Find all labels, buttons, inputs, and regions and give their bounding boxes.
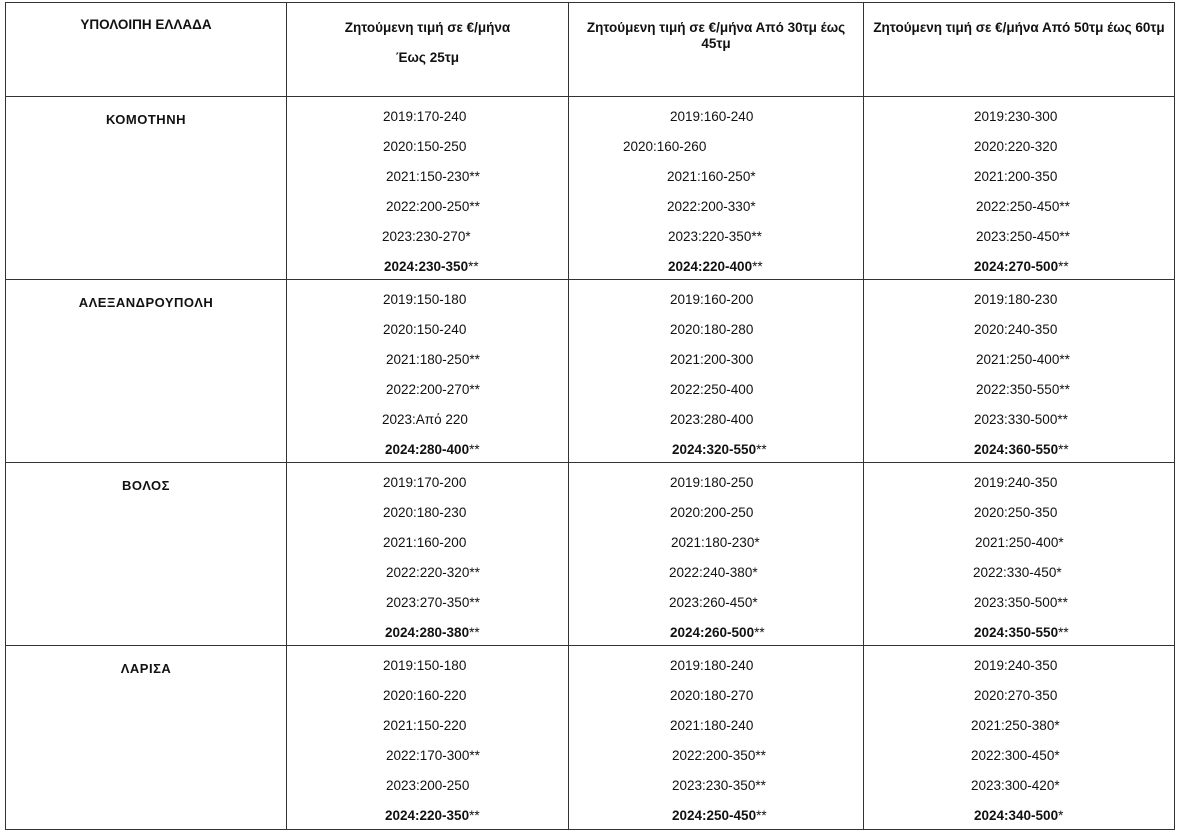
price-range: 2020:180-280	[670, 322, 754, 337]
price-range: 2023:Από 220	[382, 412, 468, 427]
price-entry	[670, 382, 753, 397]
price-entry	[670, 109, 753, 124]
city-cell	[6, 646, 287, 830]
price-entry	[385, 625, 480, 640]
price-cell-col3	[864, 646, 1175, 830]
price-range: 2022:250-450	[976, 199, 1060, 214]
price-entry	[974, 658, 1057, 673]
price-entry	[670, 658, 753, 673]
price-cell-col2	[569, 463, 864, 646]
price-entry	[971, 778, 1060, 793]
price-entry	[974, 109, 1057, 124]
price-range: 2020:240-350	[974, 322, 1058, 337]
price-range: 2022:240-380	[669, 565, 753, 580]
price-range: 2021:200-300	[670, 352, 754, 367]
price-range: 2023:300-420	[971, 778, 1055, 793]
price-entry	[383, 322, 466, 337]
footnote-mark: *	[1058, 808, 1064, 823]
table-row	[6, 97, 1175, 280]
city-name: ΛΑΡΙΣΑ	[120, 661, 172, 676]
price-entry	[623, 139, 706, 154]
city-name: ΚΟΜΟΤΗΝΗ	[106, 112, 186, 127]
price-entry	[672, 442, 767, 457]
price-range: 2019:170-200	[383, 475, 467, 490]
price-entry	[386, 352, 480, 367]
price-range: 2023:260-450	[669, 595, 753, 610]
price-cell-col1	[287, 280, 569, 463]
price-range: 2024:350-550	[974, 625, 1059, 640]
price-entry	[384, 259, 479, 274]
price-range: 2020:160-260	[623, 139, 707, 154]
price-cell-col1	[287, 646, 569, 830]
footnote-mark: *	[754, 535, 760, 550]
price-range: 2021:160-200	[383, 535, 467, 550]
footnote-mark: **	[469, 808, 480, 823]
price-range: 2023:230-350	[672, 778, 756, 793]
price-cell-col1	[287, 463, 569, 646]
price-range: 2024:280-400	[385, 442, 470, 457]
price-entry	[670, 412, 753, 427]
footnote-mark: **	[1058, 259, 1069, 274]
price-entry	[670, 292, 753, 307]
price-entry	[670, 322, 753, 337]
price-range: 2019:230-300	[974, 109, 1058, 124]
price-range: 2024:280-380	[385, 625, 470, 640]
price-range: 2019:160-200	[670, 292, 754, 307]
price-entry	[976, 229, 1070, 244]
footnote-mark: *	[1054, 748, 1060, 763]
price-range: 2024:320-550	[672, 442, 757, 457]
price-entry	[976, 382, 1070, 397]
price-range: 2019:240-350	[974, 658, 1058, 673]
city-cell	[6, 463, 287, 646]
price-entry	[974, 625, 1069, 640]
price-entry	[974, 505, 1057, 520]
price-entry	[672, 778, 766, 793]
price-range: 2020:250-350	[974, 505, 1058, 520]
price-range: 2021:250-400	[976, 352, 1060, 367]
price-entry	[383, 139, 466, 154]
col1-heading-line1: Ζητούμενη τιμή σε €/μήνα	[344, 20, 511, 35]
footnote-mark: **	[469, 748, 480, 763]
footnote-mark: **	[756, 442, 767, 457]
price-range: 2022:350-550	[976, 382, 1060, 397]
footnote-mark: **	[754, 625, 765, 640]
price-range: 2019:150-180	[383, 292, 467, 307]
price-range: 2024:220-400	[668, 259, 753, 274]
footnote-mark: **	[755, 778, 766, 793]
price-range: 2020:270-350	[974, 688, 1058, 703]
price-entry	[670, 475, 753, 490]
footnote-mark: **	[469, 169, 480, 184]
price-entry	[974, 595, 1068, 610]
footnote-mark: *	[752, 595, 758, 610]
city-name: ΑΛΕΞΑΝΔΡΟΥΠΟΛΗ	[78, 295, 214, 310]
footnote-mark: *	[1054, 718, 1060, 733]
price-range: 2021:180-240	[670, 718, 754, 733]
footnote-mark: **	[755, 748, 766, 763]
price-range: 2019:150-180	[383, 658, 467, 673]
price-entry	[670, 688, 753, 703]
price-range: 2021:150-220	[383, 718, 467, 733]
price-cell-col3	[864, 97, 1175, 280]
price-range: 2020:150-240	[383, 322, 467, 337]
price-range: 2021:160-250	[667, 169, 751, 184]
price-range: 2020:200-250	[670, 505, 754, 520]
price-range: 2023:280-400	[670, 412, 754, 427]
footnote-mark: **	[469, 565, 480, 580]
price-entry	[385, 442, 480, 457]
price-cell-col2	[569, 97, 864, 280]
price-entry	[976, 352, 1070, 367]
footnote-mark: *	[1058, 535, 1064, 550]
price-range: 2022:200-330	[667, 199, 751, 214]
city-name: ΒΟΛΟΣ	[122, 478, 170, 493]
price-entry	[974, 169, 1057, 184]
price-entry	[974, 322, 1057, 337]
price-cell-col1	[287, 97, 569, 280]
footnote-mark: *	[750, 199, 756, 214]
price-entry	[971, 748, 1060, 763]
price-range: 2024:260-500	[670, 625, 755, 640]
price-entry	[974, 475, 1057, 490]
footnote-mark: **	[468, 259, 479, 274]
price-range: 2020:180-230	[383, 505, 467, 520]
footnote-mark: **	[469, 595, 480, 610]
rent-price-table	[5, 2, 1175, 830]
price-range: 2020:160-220	[383, 688, 467, 703]
city-cell	[6, 280, 287, 463]
price-entry	[974, 412, 1068, 427]
price-entry	[973, 565, 1062, 580]
footnote-mark: **	[1059, 382, 1070, 397]
price-entry	[383, 718, 466, 733]
price-range: 2020:220-320	[974, 139, 1058, 154]
price-range: 2022:200-270	[386, 382, 470, 397]
price-range: 2024:360-550	[974, 442, 1059, 457]
price-cell-col2	[569, 280, 864, 463]
price-entry	[386, 199, 480, 214]
price-entry	[386, 595, 480, 610]
price-entry	[383, 658, 466, 673]
footnote-mark: **	[469, 199, 480, 214]
col2-heading: Ζητούμενη τιμή σε €/μήνα Από 30τμ έως 45τμ	[586, 20, 846, 51]
price-entry	[668, 259, 763, 274]
header-col-30-45	[569, 3, 864, 97]
price-range: 2024:270-500	[974, 259, 1059, 274]
price-entry	[383, 475, 466, 490]
price-entry	[974, 259, 1069, 274]
price-entry	[668, 229, 762, 244]
footnote-mark: **	[1059, 229, 1070, 244]
price-range: 2023:270-350	[386, 595, 470, 610]
price-entry	[670, 352, 753, 367]
header-col-50-60	[864, 3, 1175, 97]
footnote-mark: **	[1059, 352, 1070, 367]
price-range: 2021:150-230	[386, 169, 470, 184]
price-entry	[974, 808, 1063, 823]
price-range: 2019:180-230	[974, 292, 1058, 307]
price-entry	[974, 292, 1057, 307]
price-entry	[670, 625, 765, 640]
price-range: 2022:250-400	[670, 382, 754, 397]
footnote-mark: **	[751, 229, 762, 244]
price-entry	[382, 412, 468, 427]
table-header-row	[6, 3, 1175, 97]
footnote-mark: **	[756, 808, 767, 823]
header-region	[6, 3, 287, 97]
price-entry	[672, 748, 766, 763]
price-range: 2021:180-230	[671, 535, 755, 550]
price-range: 2021:250-380	[971, 718, 1055, 733]
price-entry	[386, 748, 480, 763]
price-entry	[976, 199, 1070, 214]
price-entry	[386, 778, 469, 793]
price-entry	[383, 292, 466, 307]
price-entry	[974, 139, 1057, 154]
price-range: 2023:350-500	[974, 595, 1058, 610]
footnote-mark: **	[469, 382, 480, 397]
col1-heading-line2: Έως 25τμ	[396, 50, 459, 65]
price-range: 2024:340-500	[974, 808, 1059, 823]
footnote-mark: **	[469, 352, 480, 367]
footnote-mark: *	[465, 229, 471, 244]
price-entry	[974, 442, 1069, 457]
price-range: 2022:220-320	[386, 565, 470, 580]
price-range: 2024:250-450	[672, 808, 757, 823]
price-range: 2022:200-350	[672, 748, 756, 763]
price-entry	[383, 109, 466, 124]
price-entry	[975, 535, 1064, 550]
price-range: 2021:180-250	[386, 352, 470, 367]
price-range: 2019:160-240	[670, 109, 754, 124]
price-range: 2020:150-250	[383, 139, 467, 154]
price-entry	[382, 229, 471, 244]
price-entry	[974, 688, 1057, 703]
price-entry	[669, 565, 758, 580]
region-heading: ΥΠΟΛΟΙΠΗ ΕΛΛΑΔΑ	[80, 17, 212, 32]
price-entry	[670, 718, 753, 733]
footnote-mark: *	[1054, 778, 1060, 793]
footnote-mark: *	[750, 169, 756, 184]
footnote-mark: **	[1057, 412, 1068, 427]
price-range: 2024:220-350	[385, 808, 470, 823]
price-range: 2022:330-450	[973, 565, 1057, 580]
price-entry	[971, 718, 1060, 733]
price-range: 2021:250-400	[975, 535, 1059, 550]
price-range: 2023:200-250	[386, 778, 470, 793]
price-entry	[383, 688, 466, 703]
price-entry	[667, 169, 756, 184]
price-range: 2022:170-300	[386, 748, 470, 763]
footnote-mark: *	[752, 565, 758, 580]
price-entry	[386, 382, 480, 397]
price-cell-col3	[864, 280, 1175, 463]
price-entry	[672, 808, 767, 823]
footnote-mark: **	[1058, 625, 1069, 640]
price-entry	[383, 535, 466, 550]
price-entry	[386, 169, 480, 184]
price-entry	[670, 505, 753, 520]
price-entry	[671, 535, 760, 550]
price-entry	[383, 505, 466, 520]
table-row	[6, 280, 1175, 463]
price-entry	[667, 199, 756, 214]
price-entry	[385, 808, 480, 823]
price-range: 2024:230-350	[384, 259, 469, 274]
price-entry	[386, 565, 480, 580]
city-cell	[6, 97, 287, 280]
price-range: 2023:220-350	[668, 229, 752, 244]
price-range: 2021:200-350	[974, 169, 1058, 184]
footnote-mark: **	[1059, 199, 1070, 214]
price-range: 2023:250-450	[976, 229, 1060, 244]
price-entry	[669, 595, 758, 610]
footnote-mark: **	[1058, 442, 1069, 457]
price-range: 2019:170-240	[383, 109, 467, 124]
col3-heading: Ζητούμενη τιμή σε €/μήνα Από 50τμ έως 60τμ	[873, 20, 1165, 35]
price-cell-col2	[569, 646, 864, 830]
footnote-mark: *	[1056, 565, 1062, 580]
price-range: 2019:180-240	[670, 658, 754, 673]
price-range: 2023:330-500	[974, 412, 1058, 427]
price-range: 2023:230-270	[382, 229, 466, 244]
table-row	[6, 646, 1175, 830]
price-cell-col3	[864, 463, 1175, 646]
price-range: 2022:200-250	[386, 199, 470, 214]
header-col-up-to-25	[287, 3, 569, 97]
footnote-mark: **	[469, 442, 480, 457]
price-range: 2020:180-270	[670, 688, 754, 703]
footnote-mark: **	[469, 625, 480, 640]
table-row	[6, 463, 1175, 646]
footnote-mark: **	[1057, 595, 1068, 610]
price-range: 2019:180-250	[670, 475, 754, 490]
footnote-mark: **	[752, 259, 763, 274]
price-range: 2022:300-450	[971, 748, 1055, 763]
price-range: 2019:240-350	[974, 475, 1058, 490]
